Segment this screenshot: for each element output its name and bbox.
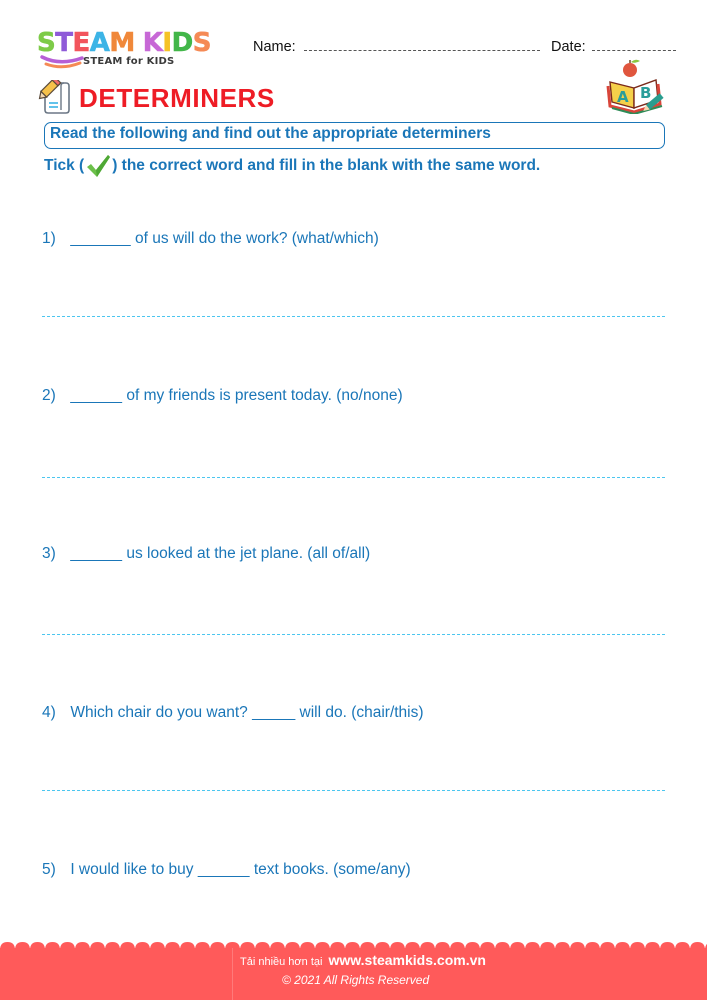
question-text: ______ of my friends is present today. (no/none): [70, 387, 403, 404]
date-blank-line[interactable]: [592, 39, 676, 51]
logo-letter: A: [89, 28, 110, 58]
footer-website-link[interactable]: www.steamkids.com.vn: [328, 952, 486, 968]
date-label: Date:: [551, 39, 586, 55]
answer-line-3[interactable]: [42, 634, 665, 635]
logo-letter: M: [109, 28, 135, 58]
abc-book-icon: [606, 58, 668, 114]
pencil-paper-icon: [38, 80, 70, 114]
logo-letter: E: [72, 28, 90, 58]
question-text: _______ of us will do the work? (what/which): [70, 230, 379, 247]
question-number: 4): [42, 704, 56, 721]
question-text: Which chair do you want? _____ will do. (chair/this): [70, 704, 424, 721]
tick-instruction: [44, 154, 540, 178]
logo-letter: I: [162, 28, 172, 58]
footer-copyright: © 2021 All Rights Reserved: [282, 973, 430, 987]
logo-swoosh-icon: [40, 54, 84, 70]
question-number: 2): [42, 387, 56, 404]
logo-letter: S: [192, 28, 211, 58]
page-title: DETERMINERS: [79, 83, 275, 113]
name-blank-line[interactable]: [304, 39, 540, 51]
answer-line-2[interactable]: [42, 477, 665, 478]
logo-letter: D: [171, 28, 193, 58]
tick-instruction-prefix: Tick (: [44, 157, 85, 174]
logo-letter: S: [37, 28, 56, 58]
svg-text:A: A: [617, 88, 629, 106]
instruction-text: Read the following and find out the appropriate determiners: [50, 125, 491, 142]
footer-divider: [232, 948, 233, 1000]
question-text: ______ us looked at the jet plane. (all of/all): [70, 545, 371, 562]
name-field[interactable]: [253, 39, 540, 55]
date-field[interactable]: [551, 39, 676, 55]
answer-line-1[interactable]: [42, 316, 665, 317]
question-number: 5): [42, 861, 56, 878]
question-number: 1): [42, 230, 56, 247]
steam-kids-logo: [37, 28, 237, 72]
svg-text:B: B: [640, 84, 652, 102]
question-1: [42, 230, 379, 248]
instruction-box: [44, 122, 665, 149]
question-number: 3): [42, 545, 56, 562]
name-label: Name:: [253, 39, 296, 55]
question-4: [42, 704, 424, 722]
question-2: [42, 387, 403, 405]
footer-download-text: [240, 952, 486, 968]
logo-letter: K: [142, 28, 163, 58]
checkmark-icon: [85, 154, 111, 178]
question-text: I would like to buy ______ text books. (some/any): [70, 861, 411, 878]
answer-line-4[interactable]: [42, 790, 665, 791]
question-3: [42, 545, 370, 563]
logo-subtitle: STEAM for KIDS: [83, 56, 175, 67]
logo-letter: T: [55, 28, 73, 58]
tick-instruction-suffix: ) the correct word and fill in the blank with the same word.: [112, 157, 541, 174]
question-5: [42, 861, 411, 879]
footer-prefix: Tải nhiều hơn tại: [240, 956, 323, 968]
